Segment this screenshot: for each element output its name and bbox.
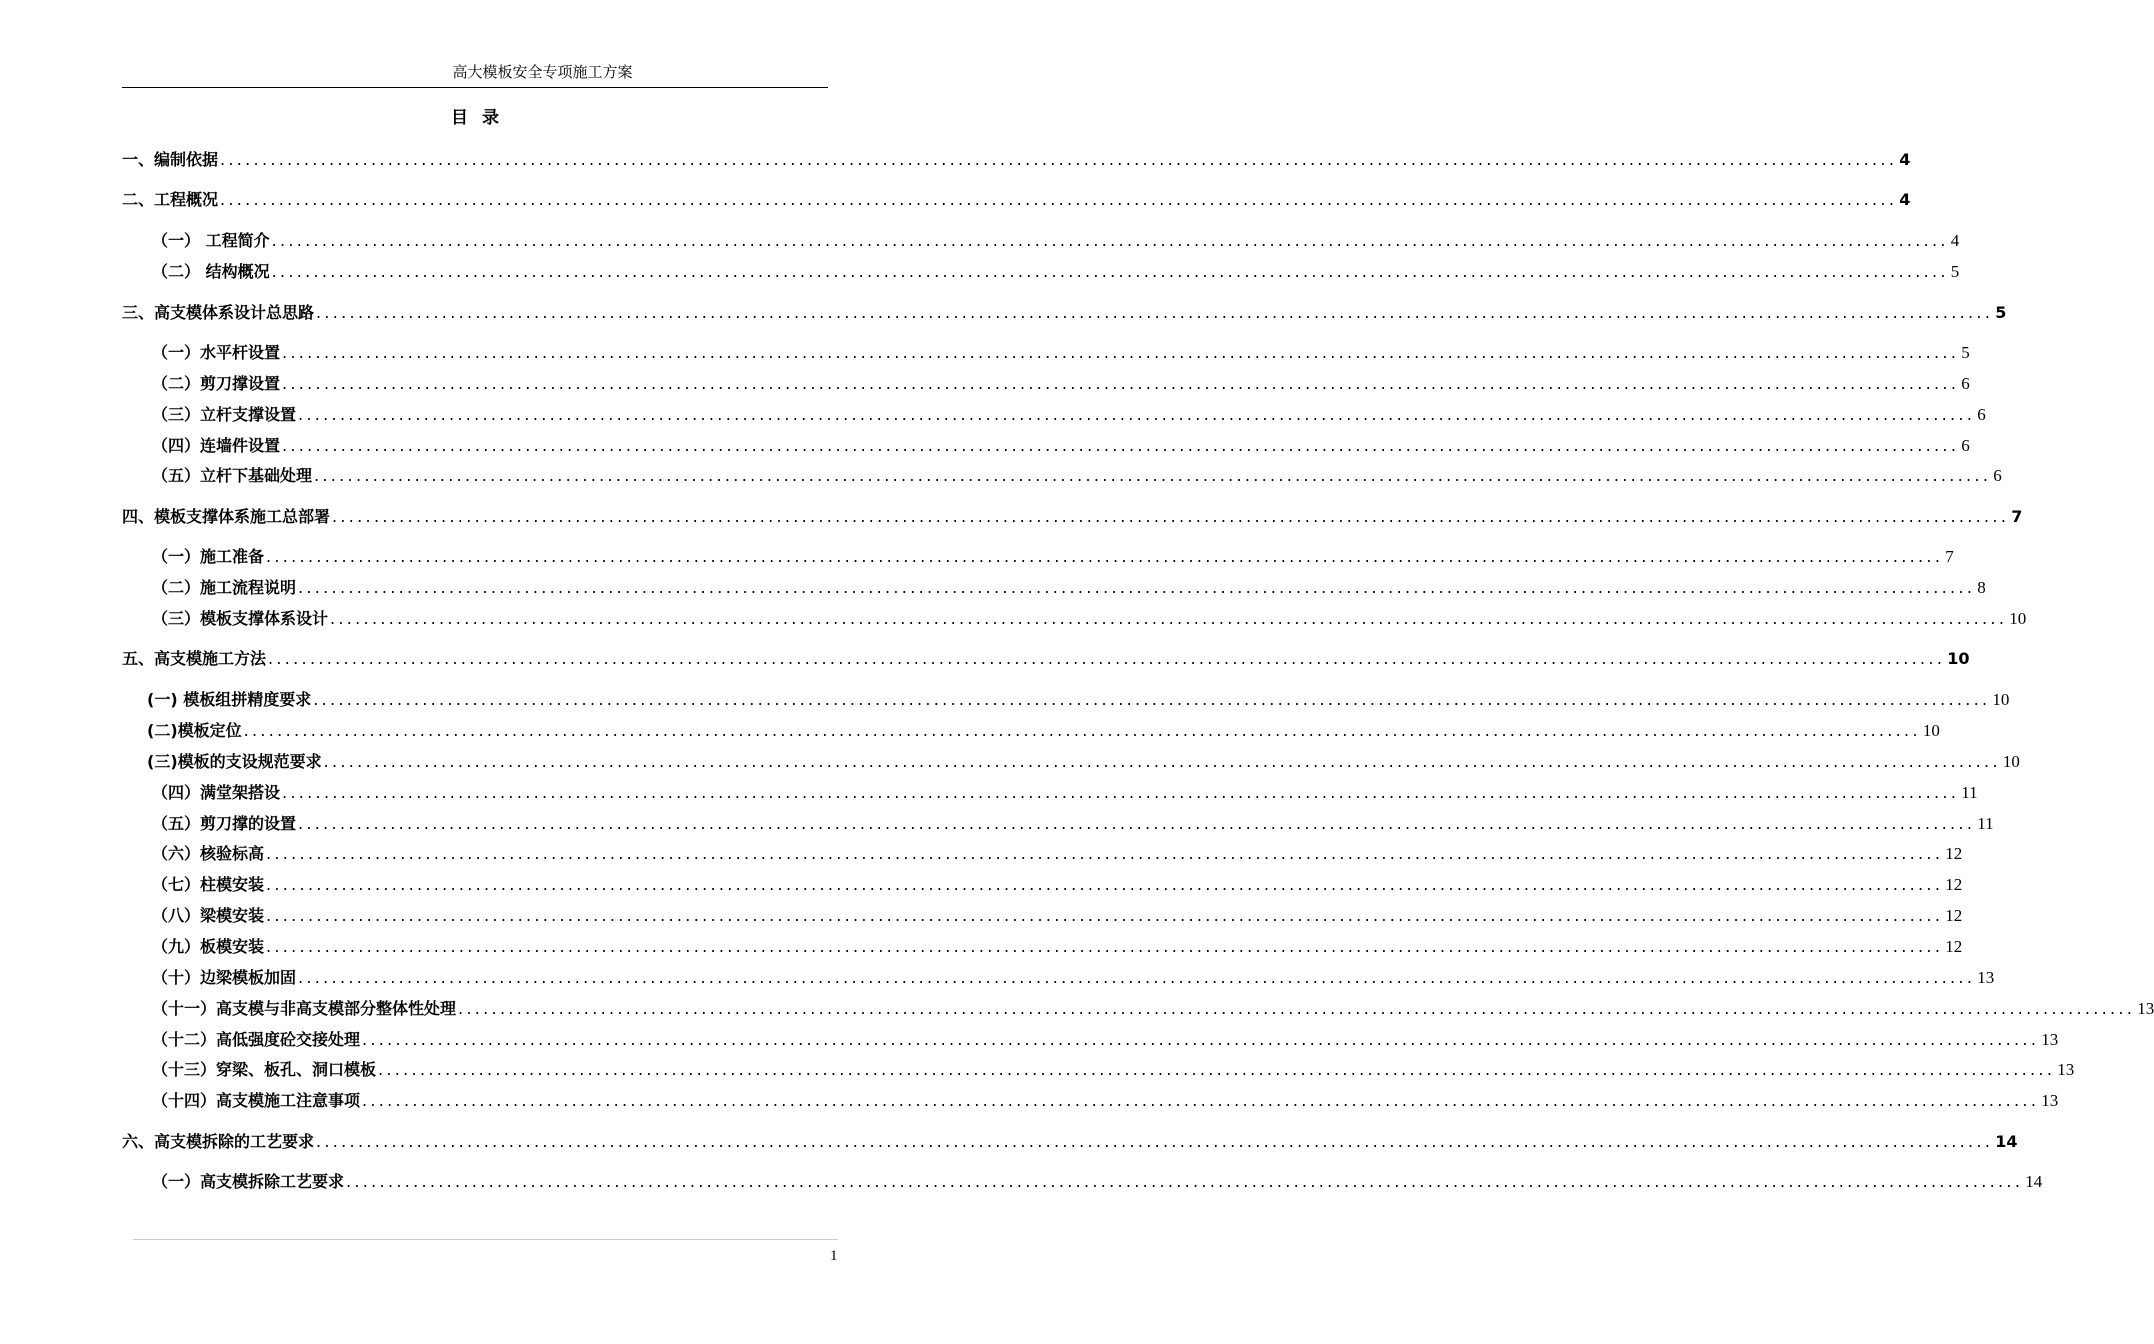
toc-dot-leader: ........................................................................................................................................................................................................ [332, 507, 2010, 526]
toc-entry-page-number: 10 [2002, 752, 2020, 771]
footer-rule [133, 1239, 838, 1240]
toc-entry[interactable] [152, 1091, 2059, 1111]
toc-entry-label: （一）高支模拆除工艺要求 [152, 1172, 345, 1191]
toc-entry-page-number: 13 [1977, 968, 1995, 987]
toc-dot-leader: ........................................................................................................................................................................................................ [330, 609, 2008, 628]
toc-dot-leader: ........................................................................................................................................................................................................ [458, 999, 2136, 1018]
toc-entry-label: （一）水平杆设置 [152, 343, 281, 362]
toc-dot-leader: ........................................................................................................................................................................................................ [266, 547, 1944, 566]
toc-dot-leader: ........................................................................................................................................................................................................ [266, 937, 1944, 956]
toc-entry-page-number: 12 [1945, 906, 1963, 925]
toc-entry-page-number: 7 [2011, 507, 2023, 526]
toc-entry-label: 四、模板支撑体系施工总部署 [122, 507, 331, 526]
toc-dot-leader: ........................................................................................................................................................................................................ [298, 968, 1976, 987]
toc-entry[interactable] [152, 968, 1995, 988]
toc-entry-label: （十二）高低强度砼交接处理 [152, 1030, 361, 1049]
page-number: 1 [830, 1248, 838, 1264]
toc-entry-page-number: 5 [1995, 303, 2007, 322]
toc-entry-label: （十四）高支模施工注意事项 [152, 1091, 361, 1110]
toc-entry-label: （四）满堂架搭设 [152, 783, 281, 802]
toc-entry-label: （十）边梁模板加固 [152, 968, 297, 987]
toc-entry[interactable] [122, 190, 1911, 210]
toc-entry[interactable] [152, 999, 2154, 1019]
toc-entry-label: （五）剪刀撑的设置 [152, 814, 297, 833]
toc-entry-page-number: 13 [2057, 1060, 2075, 1079]
toc-entry-page-number: 4 [1950, 231, 1960, 250]
toc-entry-label: (二)模板定位 [147, 721, 242, 740]
toc-entry-page-number: 6 [1993, 466, 2002, 485]
toc-dot-leader: ........................................................................................................................................................................................................ [266, 875, 1944, 894]
toc-entry-label: （一） 工程简介 [152, 231, 270, 250]
toc-entry-page-number: 5 [1950, 262, 1960, 281]
toc-entry-page-number: 14 [2025, 1172, 2043, 1191]
toc-entry[interactable] [122, 303, 2007, 323]
toc-entry-label: 五、高支模施工方法 [122, 649, 267, 668]
toc-entry[interactable] [152, 436, 1970, 456]
toc-entry-label: 二、工程概况 [122, 190, 219, 209]
toc-entry-label: （七）柱模安装 [152, 875, 265, 894]
toc-entry-label: （十三）穿梁、板孔、洞口模板 [152, 1060, 377, 1079]
toc-entry-label: （五）立杆下基础处理 [152, 466, 313, 485]
toc-entry-page-number: 7 [1945, 547, 1954, 566]
toc-entry[interactable] [152, 1030, 2059, 1050]
toc-entry-label: （三）模板支撑体系设计 [152, 609, 329, 628]
toc-entry-page-number: 12 [1945, 937, 1963, 956]
toc-dot-leader: ........................................................................................................................................................................................................ [282, 343, 1960, 362]
toc-title: 目录 [451, 108, 513, 128]
toc-entry[interactable] [122, 1132, 2018, 1152]
toc-dot-leader: ........................................................................................................................................................................................................ [282, 374, 1960, 393]
toc-entry-label: 三、高支模体系设计总思路 [122, 303, 315, 322]
toc-entry-page-number: 6 [1961, 374, 1970, 393]
toc-entry-page-number: 13 [2041, 1030, 2059, 1049]
toc-entry[interactable] [152, 1172, 2043, 1192]
toc-dot-leader: ........................................................................................................................................................................................................ [282, 783, 1960, 802]
toc-entry-label: 一、编制依据 [122, 150, 219, 169]
toc-entry-page-number: 13 [2137, 999, 2154, 1018]
toc-entry[interactable] [152, 466, 2002, 486]
toc-dot-leader: ........................................................................................................................................................................................................ [271, 231, 1949, 250]
toc-dot-leader: ........................................................................................................................................................................................................ [298, 814, 1976, 833]
toc-entry-page-number: 12 [1945, 844, 1963, 863]
toc-entry-page-number: 8 [1977, 578, 1986, 597]
toc-entry[interactable] [152, 547, 1954, 567]
toc-entry-label: （十一）高支模与非高支模部分整体性处理 [152, 999, 457, 1018]
toc-dot-leader: ........................................................................................................................................................................................................ [314, 466, 1992, 485]
toc-entry[interactable] [147, 752, 2020, 772]
toc-entry-label: （三）立杆支撑设置 [152, 405, 297, 424]
toc-dot-leader: ........................................................................................................................................................................................................ [298, 405, 1976, 424]
toc-dot-leader: ........................................................................................................................................................................................................ [271, 262, 1949, 281]
toc-dot-leader: ........................................................................................................................................................................................................ [220, 150, 1898, 169]
toc-entry[interactable] [122, 649, 1970, 669]
toc-entry-page-number: 6 [1977, 405, 1986, 424]
toc-entry-label: （八）梁模安装 [152, 906, 265, 925]
toc-entry[interactable] [152, 783, 1978, 803]
toc-entry-page-number: 4 [1899, 190, 1911, 209]
toc-entry-label: (一) 模板组拼精度要求 [147, 690, 312, 709]
toc-entry-page-number: 10 [1947, 649, 1970, 668]
toc-entry-page-number: 14 [1995, 1132, 2018, 1151]
toc-entry[interactable] [122, 150, 1911, 170]
toc-entry-label: 六、高支模拆除的工艺要求 [122, 1132, 315, 1151]
toc-dot-leader: ........................................................................................................................................................................................................ [243, 721, 1921, 740]
toc-dot-leader: ........................................................................................................................................................................................................ [323, 752, 2001, 771]
toc-entry[interactable] [152, 405, 1986, 425]
toc-dot-leader: ........................................................................................................................................................................................................ [316, 1132, 1994, 1151]
toc-entry-label: (三)模板的支设规范要求 [147, 752, 322, 771]
toc-entry-label: （二）剪刀撑设置 [152, 374, 281, 393]
toc-dot-leader: ........................................................................................................................................................................................................ [362, 1091, 2040, 1110]
toc-entry-page-number: 13 [2041, 1091, 2059, 1110]
toc-dot-leader: ........................................................................................................................................................................................................ [316, 303, 1994, 322]
toc-entry[interactable] [147, 690, 2010, 710]
toc-dot-leader: ........................................................................................................................................................................................................ [282, 436, 1960, 455]
toc-entry[interactable] [152, 875, 1963, 895]
toc-dot-leader: ........................................................................................................................................................................................................ [346, 1172, 2024, 1191]
toc-entry-label: （九）板模安装 [152, 937, 265, 956]
toc-entry-page-number: 11 [1961, 783, 1978, 802]
toc-dot-leader: ........................................................................................................................................................................................................ [313, 690, 1991, 709]
toc-entry[interactable] [152, 343, 1970, 363]
toc-entry-page-number: 10 [1922, 721, 1940, 740]
toc-entry[interactable] [152, 231, 1960, 251]
toc-dot-leader: ........................................................................................................................................................................................................ [268, 649, 1946, 668]
toc-entry[interactable] [152, 578, 1986, 598]
toc-entry[interactable] [152, 609, 2027, 629]
toc-dot-leader: ........................................................................................................................................................................................................ [378, 1060, 2056, 1079]
toc-dot-leader: ........................................................................................................................................................................................................ [298, 578, 1976, 597]
toc-entry-label: （一）施工准备 [152, 547, 265, 566]
page-header-title: 高大模板安全专项施工方案 [452, 63, 633, 81]
toc-entry[interactable] [152, 937, 1963, 957]
toc-dot-leader: ........................................................................................................................................................................................................ [220, 190, 1898, 209]
toc-dot-leader: ........................................................................................................................................................................................................ [266, 844, 1944, 863]
toc-entry[interactable] [152, 1060, 2075, 1080]
toc-entry-page-number: 5 [1961, 343, 1970, 362]
toc-dot-leader: ........................................................................................................................................................................................................ [266, 906, 1944, 925]
toc-entry-page-number: 10 [1992, 690, 2010, 709]
toc-entry[interactable] [152, 844, 1963, 864]
toc-entry-label: （四）连墙件设置 [152, 436, 281, 455]
toc-entry-page-number: 12 [1945, 875, 1963, 894]
toc-entry-label: （二） 结构概况 [152, 262, 270, 281]
toc-entry[interactable] [152, 374, 1970, 394]
toc-entry-page-number: 6 [1961, 436, 1970, 455]
toc-entry-page-number: 4 [1899, 150, 1911, 169]
toc-entry-label: （六）核验标高 [152, 844, 265, 863]
toc-entry[interactable] [152, 814, 1994, 834]
toc-entry-label: （二）施工流程说明 [152, 578, 297, 597]
toc-entry[interactable] [147, 721, 1940, 741]
toc-entry-page-number: 10 [2009, 609, 2027, 628]
toc-entry[interactable] [122, 507, 2023, 527]
toc-entry-page-number: 11 [1977, 814, 1994, 833]
toc-entry[interactable] [152, 906, 1963, 926]
toc-dot-leader: ........................................................................................................................................................................................................ [362, 1030, 2040, 1049]
toc-entry[interactable] [152, 262, 1960, 282]
